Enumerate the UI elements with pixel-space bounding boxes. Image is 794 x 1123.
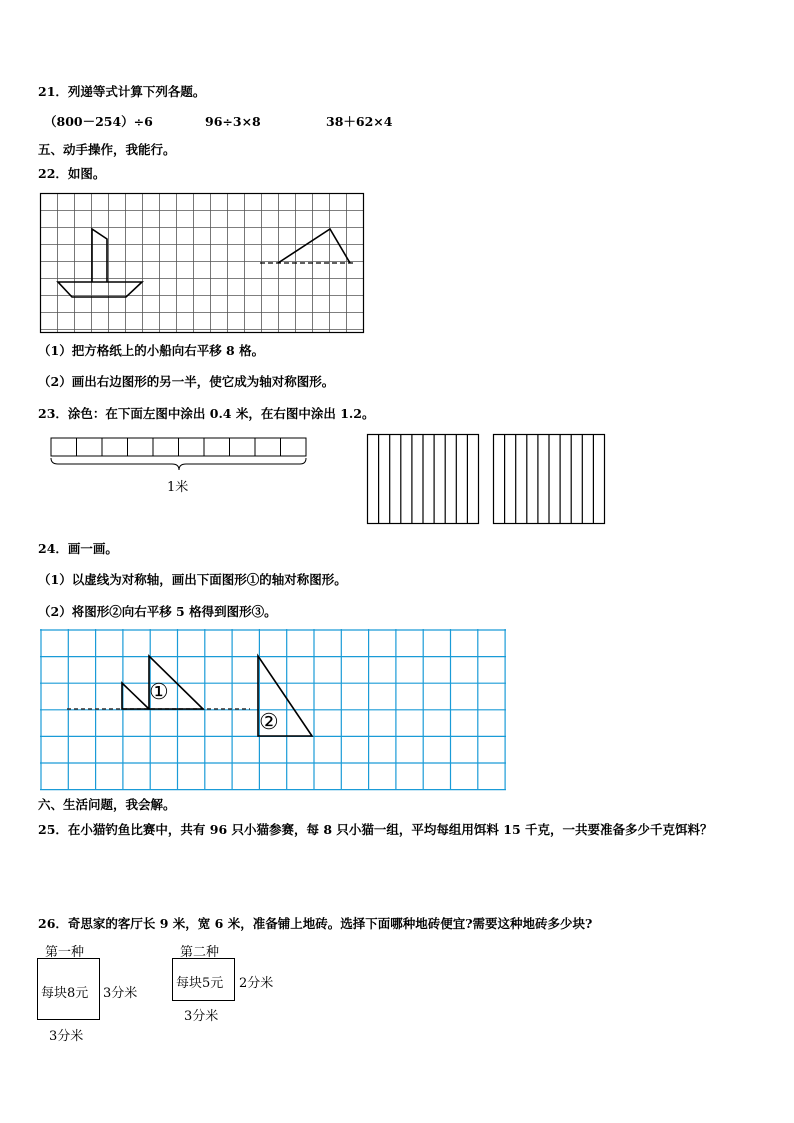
tile-2-price: 每块5元 <box>176 976 224 991</box>
q21-expression-3: 38＋62×4 <box>326 114 393 129</box>
tile-1-side-label: 3分米 <box>103 986 138 1001</box>
tile-2-side-label: 2分米 <box>239 976 274 991</box>
q22-grid-figure <box>40 193 364 333</box>
q22-part-2: （2）画出右边图形的另一半，使它成为轴对称图形。 <box>38 374 335 389</box>
tile-2-caption: 第二种 <box>180 945 220 960</box>
q25-title: 25．在小猫钓鱼比赛中，共有 96 只小猫参赛，每 8 只小猫一组，平均每组用饵料 15 千克，一共要准备多少千克饵料？ <box>38 822 713 837</box>
tile-1-caption: 第一种 <box>45 945 85 960</box>
section-6-heading: 六、生活问题，我会解。 <box>38 797 176 812</box>
q21-expression-2: 96÷3×8 <box>205 114 261 129</box>
shape-2-label: ② <box>259 710 279 735</box>
section-5-heading: 五、动手操作，我能行。 <box>38 142 176 157</box>
boat-hull <box>58 282 142 297</box>
tile-2-bottom-label: 3分米 <box>184 1009 219 1024</box>
shape-1-small-triangle <box>122 683 149 709</box>
q24-title: 24．画一画。 <box>38 541 118 556</box>
boat-sail <box>92 229 107 282</box>
q23-meter-ruler <box>50 437 310 477</box>
half-figure <box>278 229 350 263</box>
q22-title: 22．如图。 <box>38 166 106 181</box>
ruler-label: 1米 <box>167 480 189 495</box>
q23-strip-left <box>367 434 479 524</box>
q21-expression-1: （800－254）÷6 <box>44 114 153 129</box>
q24-part-1: （1）以虚线为对称轴，画出下面图形①的轴对称图形。 <box>38 572 347 587</box>
q22-part-1: （1）把方格纸上的小船向右平移 8 格。 <box>38 343 265 358</box>
shape-1-label: ① <box>149 680 169 705</box>
q26-title: 26．奇思家的客厅长 9 米，宽 6 米，准备铺上地砖。选择下面哪种地砖便宜?需要这种地砖多少块? <box>38 916 593 931</box>
q23-strip-right <box>493 434 605 524</box>
q21-title: 21．列递等式计算下列各题。 <box>38 84 206 99</box>
tile-1-bottom-label: 3分米 <box>49 1029 84 1044</box>
tile-1-price: 每块8元 <box>41 986 89 1001</box>
q23-title: 23．涂色：在下面左图中涂出 0.4 米，在右图中涂出 1.2。 <box>38 406 375 421</box>
q24-part-2: （2）将图形②向右平移 5 格得到图形③。 <box>38 604 277 619</box>
